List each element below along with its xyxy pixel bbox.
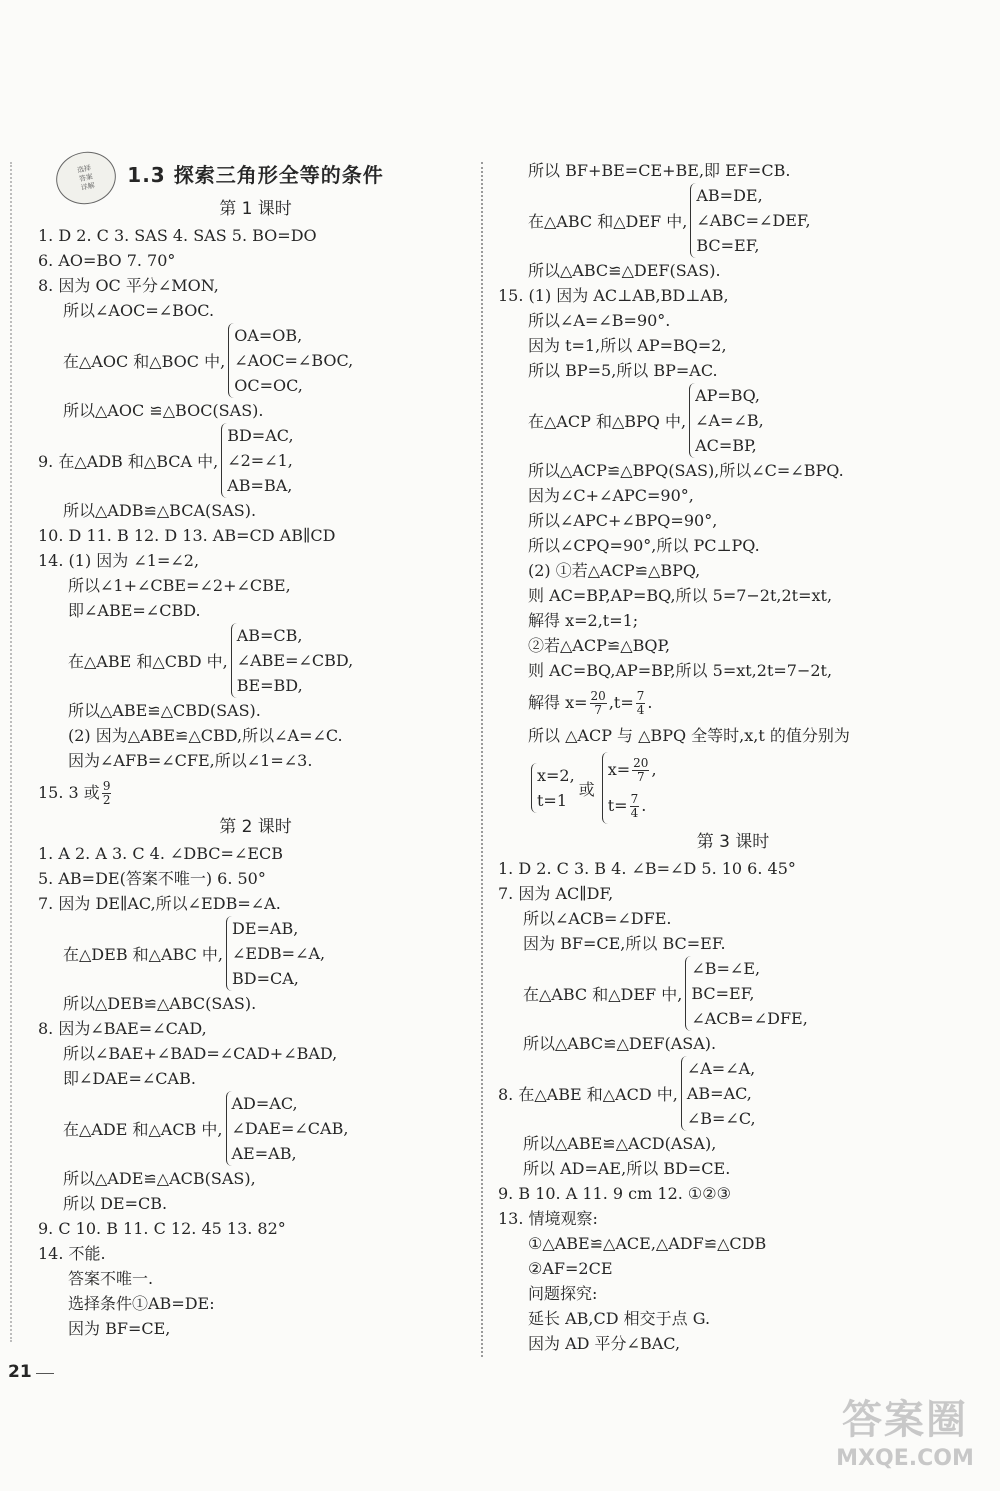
answer-line: 8. 因为∠BAE=∠CAD, [38, 1019, 207, 1038]
answer-line: 因为 BF=CE, [68, 1319, 171, 1338]
answer-line: 所以△ADE≌△ACB(SAS), [63, 1169, 256, 1188]
answer-line: 所以∠AOC=∠BOC. [63, 301, 215, 320]
answer-line: 所以△ABE≌△CBD(SAS). [68, 701, 261, 720]
answer-line: ②若△ACP≌△BQP, [528, 636, 671, 655]
answer-line: 因为∠AFB=∠CFE,所以∠1=∠3. [68, 751, 313, 770]
answer-line: 所以△DEB≌△ABC(SAS). [63, 994, 257, 1013]
seal-stamp: 选择 答案 详解 [51, 146, 121, 209]
answer-line: 所以 △ACP 与 △BPQ 全等时,x,t 的值分别为 [528, 726, 850, 745]
solution-system: x=2, t=1 或 x= $\frac{20}{7}$ , t= $\frac{7}{4}$ . [498, 748, 968, 828]
answer-line: 8. 因为 OC 平分∠MON, [38, 276, 219, 295]
answer-line: 1. D 2. C 3. B 4. ∠B=∠D 5. 10 6. 45° [498, 859, 796, 878]
answer-line: 15. (1) 因为 AC⊥AB,BD⊥AB, [498, 286, 729, 305]
equation-system: 在△ABC 和△DEF 中, ∠B=∠E, BC=EF, ∠ACB=∠DFE, [498, 956, 968, 1031]
equation-system: 在△AOC 和△BOC 中, OA=OB, ∠AOC=∠BOC, OC=OC, [38, 323, 473, 398]
answer-line: 所以∠APC+∠BPQ=90°, [528, 511, 718, 530]
answer-line: 所以 AD=AE,所以 BD=CE. [523, 1159, 731, 1178]
answer-line: 13. 情境观察: [498, 1209, 598, 1228]
answer-line: 答案不唯一. [68, 1269, 154, 1288]
answer-line: 14. 不能. [38, 1244, 106, 1263]
lesson-heading-1: 第 1 课时 [219, 199, 292, 219]
answer-line: 所以∠1+∠CBE=∠2+∠CBE, [68, 576, 291, 595]
right-column [498, 158, 968, 1356]
margin-dotted-rule [10, 162, 12, 1342]
answer-line: 即∠DAE=∠CAB. [63, 1069, 196, 1088]
equation-system: 在△ACP 和△BPQ 中, AP=BQ, ∠A=∠B, AC=BP, [498, 383, 968, 458]
answer-line: 因为 AD 平分∠BAC, [528, 1334, 681, 1353]
answer-line: (2) ①若△ACP≌△BPQ, [528, 561, 701, 580]
answer-line: 所以 DE=CB. [63, 1194, 168, 1213]
answer-line: 1. D 2. C 3. SAS 4. SAS 5. BO=DO [38, 226, 317, 245]
answer-line: 因为∠C+∠APC=90°, [528, 486, 694, 505]
answer-line: 7. 因为 DE∥AC,所以∠EDB=∠A. [38, 894, 281, 913]
answer-line: 选择条件①AB=DE: [68, 1294, 215, 1313]
left-column [38, 155, 473, 1341]
answer-line: 即∠ABE=∠CBD. [68, 601, 201, 620]
column-divider [481, 162, 483, 1357]
answer-line: 15. 3 或 $\frac{9}{2}$ [38, 779, 111, 807]
answer-line: 所以∠CPQ=90°,所以 PC⊥PQ. [528, 536, 760, 555]
watermark-logo: 答案圈 MXQE.COM [836, 1397, 974, 1471]
answer-line: 所以∠ACB=∠DFE. [523, 909, 672, 928]
answer-line: 所以△ADB≌△BCA(SAS). [63, 501, 257, 520]
equation-system: 9. 在△ADB 和△BCA 中, BD=AC, ∠2=∠1, AB=BA, [38, 423, 473, 498]
equation-system: 8. 在△ABE 和△ACD 中, ∠A=∠A, AB=AC, ∠B=∠C, [498, 1056, 968, 1131]
answer-line: 所以△AOC ≌△BOC(SAS). [63, 401, 264, 420]
answer-line: (2) 因为△ABE≌△CBD,所以∠A=∠C. [68, 726, 343, 745]
answer-line: 14. (1) 因为 ∠1=∠2, [38, 551, 200, 570]
answer-line: 解得 x= $\frac{20}{7}$ ,t= $\frac{7}{4}$ . [528, 689, 653, 717]
page-number-rule [36, 1373, 54, 1374]
equation-system: 在△ADE 和△ACB 中, AD=AC, ∠DAE=∠CAB, AE=AB, [38, 1091, 473, 1166]
answer-line: 10. D 11. B 12. D 13. AB=CD AB∥CD [38, 526, 336, 545]
answer-line: 所以△ABC≌△DEF(SAS). [528, 261, 721, 280]
answer-line: 所以∠BAE+∠BAD=∠CAD+∠BAD, [63, 1044, 338, 1063]
lesson-heading-2: 第 2 课时 [219, 817, 292, 837]
answer-line: ②AF=2CE [528, 1259, 613, 1278]
answer-line: 所以△ACP≌△BPQ(SAS),所以∠C=∠BPQ. [528, 461, 844, 480]
page-number: 21 [8, 1362, 32, 1382]
answer-line: 所以∠A=∠B=90°. [528, 311, 671, 330]
answer-line: 6. AO=BO 7. 70° [38, 251, 176, 270]
answer-line: 9. C 10. B 11. C 12. 45 13. 82° [38, 1219, 286, 1238]
equation-system: 在△ABC 和△DEF 中, AB=DE, ∠ABC=∠DEF, BC=EF, [498, 183, 968, 258]
answer-line: 5. AB=DE(答案不唯一) 6. 50° [38, 869, 266, 888]
answer-line: 因为 t=1,所以 AP=BQ=2, [528, 336, 727, 355]
lesson-heading-3: 第 3 课时 [696, 832, 770, 852]
answer-line: 所以△ABC≌△DEF(ASA). [523, 1034, 717, 1053]
answer-line: 问题探究: [528, 1284, 598, 1303]
answer-line: 则 AC=BQ,AP=BP,所以 5=xt,2t=7−2t, [528, 661, 833, 680]
equation-system: 在△DEB 和△ABC 中, DE=AB, ∠EDB=∠A, BD=CA, [38, 916, 473, 991]
answer-line: 则 AC=BP,AP=BQ,所以 5=7−2t,2t=xt, [528, 586, 833, 605]
answer-line: 1. A 2. A 3. C 4. ∠DBC=∠ECB [38, 844, 284, 863]
answer-line: 解得 x=2,t=1; [528, 611, 639, 630]
answer-line: 所以△ABE≌△ACD(ASA), [523, 1134, 717, 1153]
equation-system: 在△ABE 和△CBD 中, AB=CB, ∠ABE=∠CBD, BE=BD, [38, 623, 473, 698]
answer-line: 所以 BP=5,所以 BP=AC. [528, 361, 718, 380]
answer-line: 9. B 10. A 11. 9 cm 12. ①②③ [498, 1184, 731, 1203]
answer-line: ①△ABE≌△ACE,△ADF≌△CDB [528, 1234, 767, 1253]
answer-line: 因为 BF=CE,所以 BC=EF. [523, 934, 726, 953]
section-title: 1.3 探索三角形全等的条件 [127, 163, 384, 187]
answer-line: 7. 因为 AC∥DF, [498, 884, 614, 903]
answer-line: 所以 BF+BE=CE+BE,即 EF=CB. [528, 161, 791, 180]
answer-line: 延长 AB,CD 相交于点 G. [528, 1309, 711, 1328]
